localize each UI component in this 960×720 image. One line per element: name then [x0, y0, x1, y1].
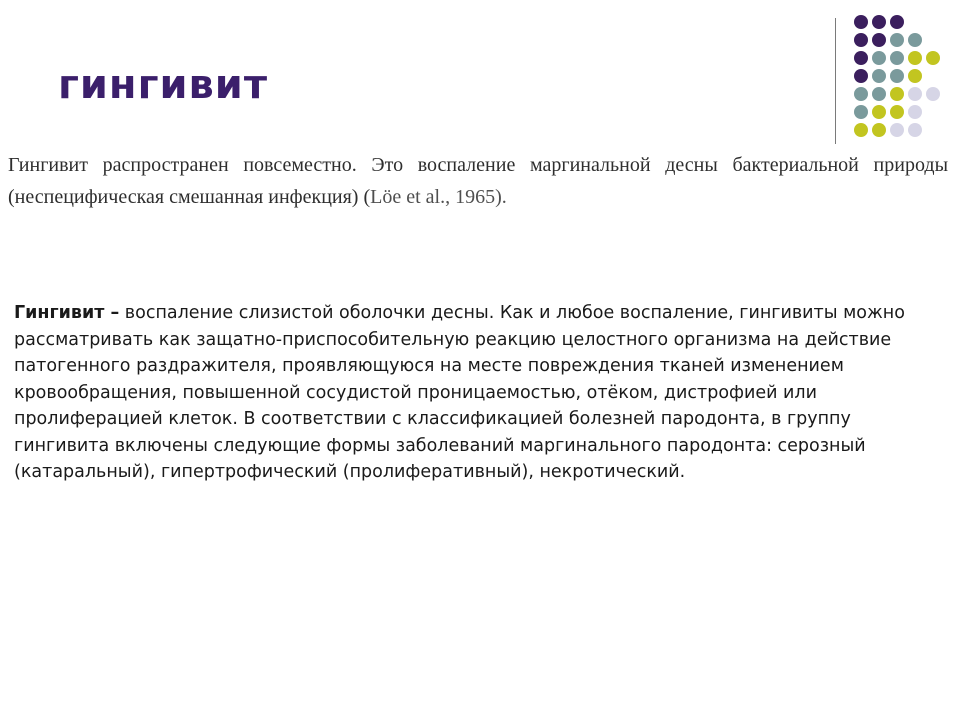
decorative-dot [890, 123, 904, 137]
decorative-dot [908, 123, 922, 137]
decorative-dot [908, 51, 922, 65]
definition-term: Гингивит – [14, 303, 120, 323]
decorative-dot [872, 15, 886, 29]
decorative-dot [854, 51, 868, 65]
decorative-dot [872, 87, 886, 101]
decorative-dot [908, 69, 922, 83]
decorative-dot [854, 15, 868, 29]
decorative-dot [926, 51, 940, 65]
decorative-dot [854, 33, 868, 47]
decorative-dot [872, 105, 886, 119]
definition-text: воспаление слизистой оболочки десны. Как и любое воспаление, гингивиты можно рассматривать как защатно-приспособительную реакцию целостного организма на действие патогенного раздражителя, проявляющуюся на месте повреждения тканей изменением кровообращения, повышенной сосудистой проницаемостью, отёком, дистрофией или пролиферацией клеток. В соответствии с классификацией болезней пародонта, в группу гингивита включены следующие формы заболеваний маргинального пародонта: серозный (катаральный), гипертрофический (пролиферативный), некротический. [14, 303, 905, 482]
decorative-dot [854, 69, 868, 83]
quote-paragraph [8, 149, 948, 213]
decorative-dot [908, 105, 922, 119]
decorative-dot [908, 33, 922, 47]
decorative-dot [872, 123, 886, 137]
quote-citation: Löe et al., 1965). [370, 186, 507, 208]
quote-text: Гингивит распространен повсеместно. Это воспаление маргинальной десны бактериальной природы (неспецифическая смешанная инфекция) ( [8, 154, 948, 208]
decorative-dot [908, 87, 922, 101]
slide-title: гингивит [58, 62, 269, 108]
decorative-dot [872, 51, 886, 65]
decorative-dot [890, 15, 904, 29]
definition-paragraph [14, 300, 946, 486]
decorative-dot [890, 51, 904, 65]
decorative-dot [890, 105, 904, 119]
decorative-dot [854, 87, 868, 101]
decorative-dot [854, 123, 868, 137]
decorative-dot [890, 33, 904, 47]
decorative-dot [926, 87, 940, 101]
decorative-dot [890, 87, 904, 101]
decorative-dot [872, 69, 886, 83]
decorative-dot [854, 105, 868, 119]
decorative-dot [890, 69, 904, 83]
decorative-dot-grid [0, 0, 960, 160]
decorative-dot [872, 33, 886, 47]
